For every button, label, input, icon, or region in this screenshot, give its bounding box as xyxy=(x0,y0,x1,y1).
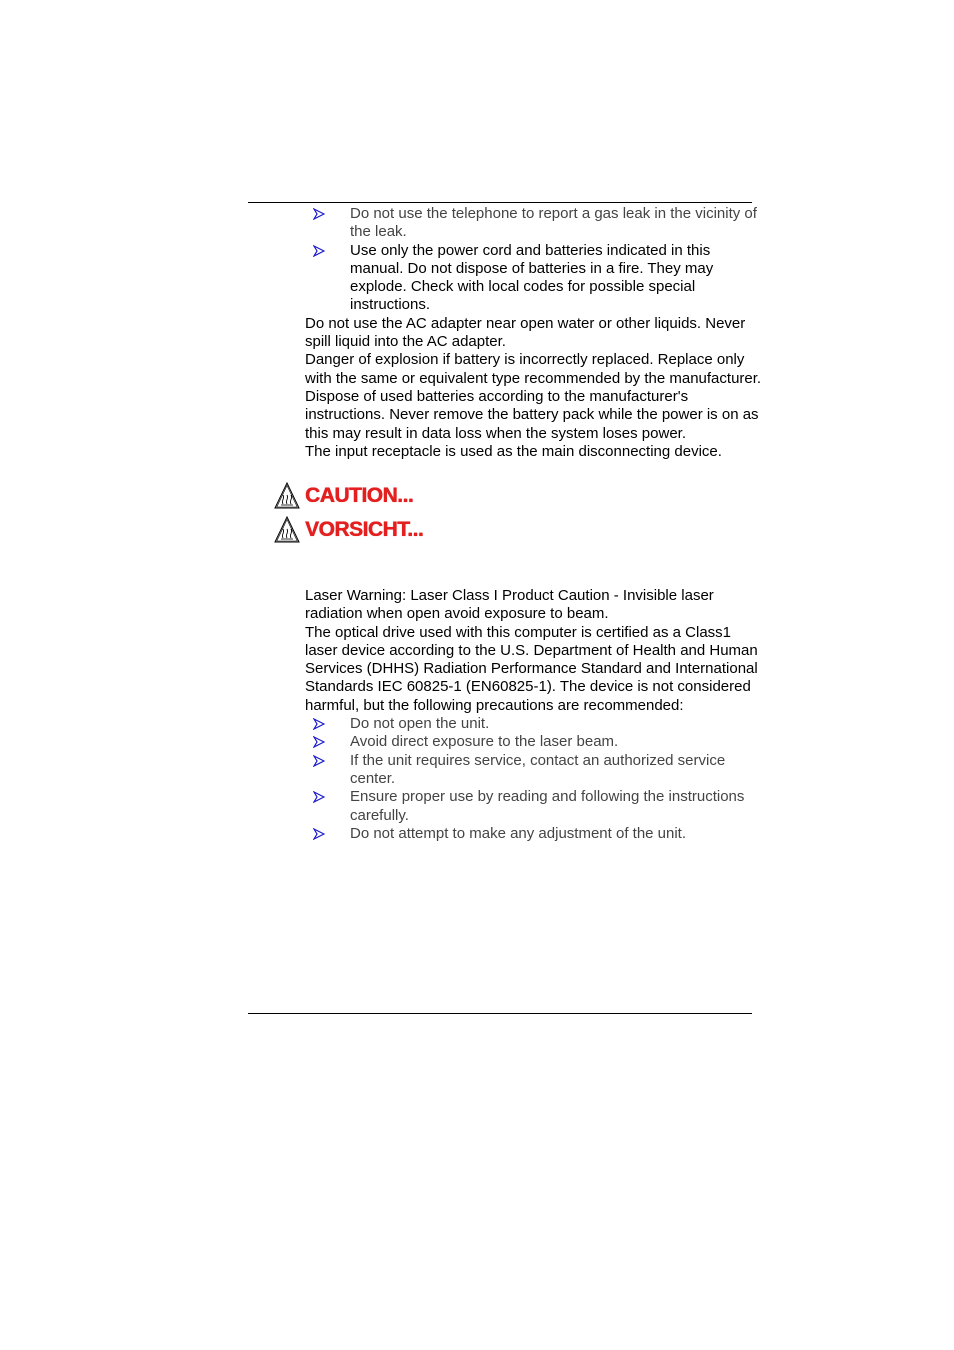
laser-safety xyxy=(305,587,765,843)
hot-surface-warning-icon xyxy=(274,482,300,510)
caution-label: CAUTION... xyxy=(305,484,414,507)
receptacle-paragraph: The input receptacle is used as the main disconnecting device. xyxy=(305,442,722,460)
list-item-text: If the unit requires service, contact an authorized service center. xyxy=(350,751,726,787)
list-item xyxy=(305,205,765,242)
list-item-text: Ensure proper use by reading and following the instructions carefully. xyxy=(350,788,745,824)
footer-rule xyxy=(248,1013,752,1014)
arrowhead-bullet-icon xyxy=(313,736,325,748)
list-item xyxy=(305,752,765,789)
list-item xyxy=(305,733,765,751)
vorsicht-heading xyxy=(274,515,423,545)
laser-certification-paragraph: The optical drive used with this computer is certified as a Class1 laser device according to the U.S. Department of Health and Human Services (DHHS) Radiation Performance Standard and International Standards IEC 60825-1 (EN60825-1). The device is not considered harmful, but the following precautions are recommended: xyxy=(305,623,758,714)
arrowhead-bullet-icon xyxy=(313,245,325,257)
list-item xyxy=(305,242,765,315)
list-item-text: Do not use the telephone to report a gas leak in the vicinity of the leak. xyxy=(350,205,757,241)
safety-instructions xyxy=(305,205,765,461)
laser-warning-paragraph: Laser Warning: Laser Class I Product Caution - Invisible laser radiation when open avoid exposure to beam. xyxy=(305,587,714,623)
caution-heading xyxy=(274,481,413,511)
list-item-text: Do not open the unit. xyxy=(350,715,490,733)
list-item xyxy=(305,715,765,733)
ac-adapter-paragraph: Do not use the AC adapter near open water or other liquids. Never spill liquid into the AC adapter. xyxy=(305,314,746,351)
list-item-text: Avoid direct exposure to the laser beam. xyxy=(350,733,619,751)
arrowhead-bullet-icon xyxy=(313,755,325,767)
list-item xyxy=(305,825,765,843)
vorsicht-label: VORSICHT... xyxy=(305,518,424,541)
list-item-text: Do not attempt to make any adjustment of the unit. xyxy=(350,824,687,842)
battery-paragraph: Danger of explosion if battery is incorrectly replaced. Replace only with the same or equivalent type recommended by the manufacturer. Dispose of used batteries according to the manufacturer's instructions. Never remove the battery pack while the power is on as this may result in data loss when the system loses power. xyxy=(305,351,762,442)
arrowhead-bullet-icon xyxy=(313,208,325,220)
hot-surface-warning-icon xyxy=(274,516,300,544)
safety-bullet-list xyxy=(305,205,765,315)
list-item xyxy=(305,788,765,825)
arrowhead-bullet-icon xyxy=(313,718,325,730)
laser-precautions-list xyxy=(305,715,765,843)
list-item-text: Use only the power cord and batteries indicated in this manual. Do not dispose of batteries in a fire. They may explode. Check with local codes for possible special instructions. xyxy=(350,241,714,314)
header-rule xyxy=(248,202,752,203)
arrowhead-bullet-icon xyxy=(313,828,325,840)
arrowhead-bullet-icon xyxy=(313,791,325,803)
